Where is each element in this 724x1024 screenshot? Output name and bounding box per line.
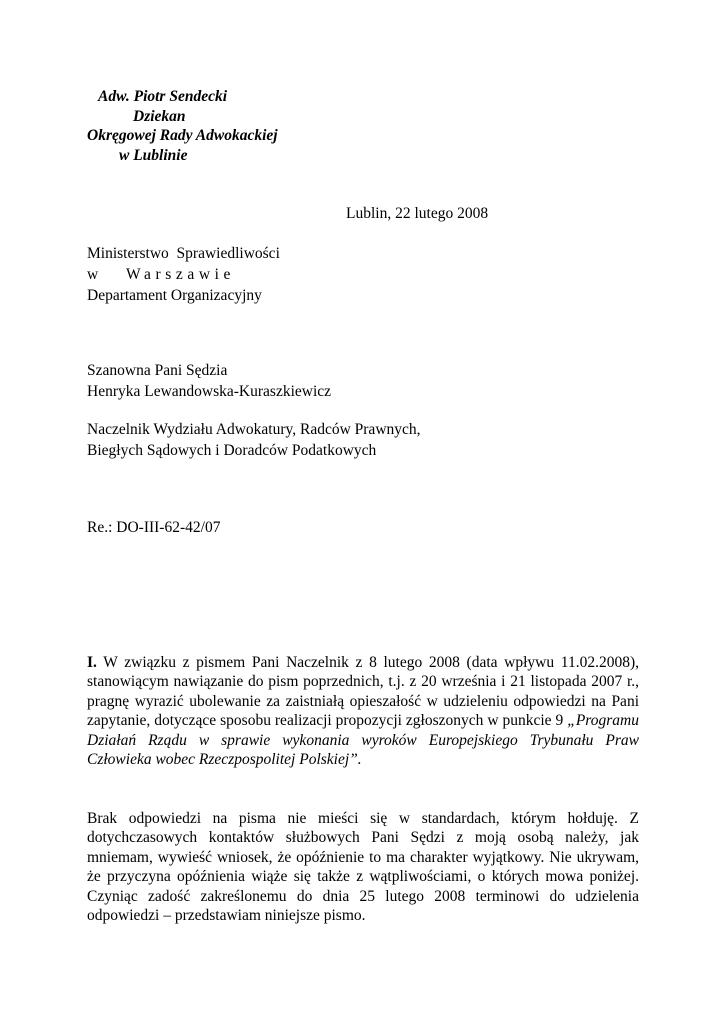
- paragraph-1-text: W związku z pismem Pani Naczelnik z 8 lutego 2008 (data wpływu 11.02.2008), stanowiącym nawiązanie do pism poprzednich, t.j. z 20 września i 21 listopada 2007 r., pragnę wyrazić ubolewanie za zaistniałą opieszałość w udzieleniu odpowiedzi na Pani zapytanie, dotyczące sposobu realizacji propozycji zgłoszonych w punkcie 9: [87, 654, 639, 730]
- letter-date: Lublin, 22 lutego 2008: [346, 205, 489, 222]
- sender-block: [0, 87, 278, 165]
- addressee-name: Henryka Lewandowska-Kuraszkiewicz: [87, 383, 332, 400]
- addressee-position-line2: Biegłych Sądowych i Doradców Podatkowych: [87, 442, 377, 459]
- recipient-ministry: Ministerstwo Sprawiedliwości: [87, 245, 280, 262]
- addressee-salutation: Szanowna Pani Sędzia: [87, 362, 228, 379]
- addressee-block: [87, 360, 331, 402]
- paragraph-1: [87, 653, 639, 769]
- sender-name: Adw. Piotr Sendecki: [98, 88, 228, 105]
- recipient-block: [87, 243, 280, 306]
- sender-city: w Lublinie: [119, 146, 188, 164]
- paragraph-2: Brak odpowiedzi na pisma nie mieści się w standardach, którym hołduję. Z dotychczasowych kontaktów służbowych Pani Sędzi z moją osobą należy, jak mniemam, wywieść wniosek, że opóźnienie to ma charakter wyjątkowy. Nie ukrywam, że przyczyna opóźnienia wiąże się także z wątpliwościami, o których mowa poniżej. Czyniąc zadość zakreślonemu do dnia 25 lutego 2008 terminowi do udzielenia odpowiedzi – przedstawiam niniejsze pismo.: [87, 810, 639, 925]
- addressee-position-line1: Naczelnik Wydziału Adwokatury, Radców Prawnych,: [87, 421, 421, 438]
- sender-title: Dziekan: [133, 107, 186, 125]
- addressee-position-block: [87, 419, 421, 461]
- recipient-department: Departament Organizacyjny: [87, 287, 262, 304]
- sender-organization: Okręgowej Rady Adwokackiej: [87, 127, 278, 144]
- recipient-city-line: [87, 264, 280, 285]
- paragraph-1-program-title: „Programu Działań Rządu w sprawie wykonania wyroków Europejskiego Trybunału Praw Człowieka wobec Rzeczpospolitej Polskiej”.: [87, 712, 639, 769]
- paragraph-1-lead: I.: [87, 654, 97, 671]
- reference-number: Re.: DO-III-62-42/07: [87, 519, 221, 536]
- recipient-city: Warszawie: [126, 266, 236, 283]
- recipient-city-prefix: w: [87, 266, 99, 283]
